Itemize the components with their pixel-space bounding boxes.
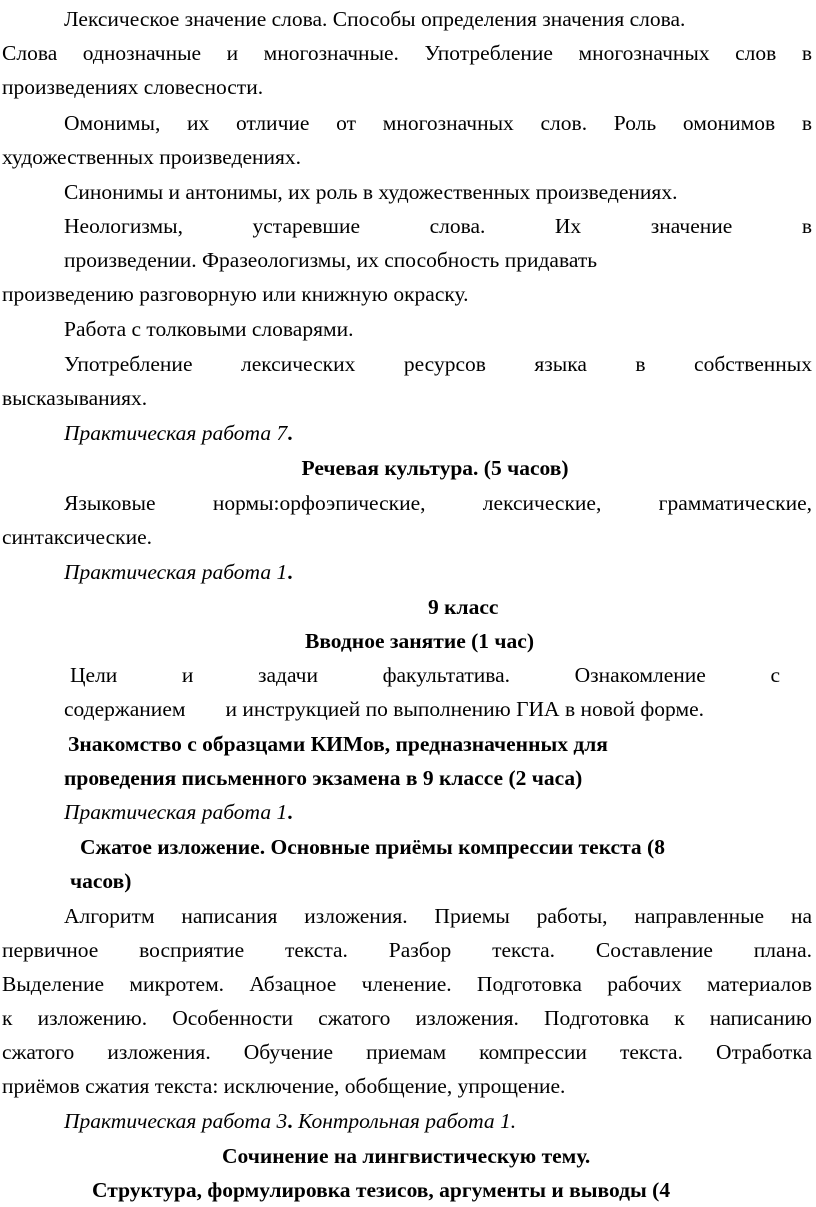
section-heading: проведения письменного экзамена в 9 классе (2 часа) <box>64 766 583 790</box>
grade-heading: 9 класс <box>428 595 499 619</box>
paragraph-line: к изложению. Особенности сжатого изложения. Подготовка к написанию <box>2 1006 812 1030</box>
paragraph-line: Языковые нормы:орфоэпические, лексические, грамматические, <box>64 491 812 515</box>
paragraph-line: приёмов сжатия текста: исключение, обобщение, упрощение. <box>2 1074 566 1098</box>
practical-work-note: Практическая работа 7. <box>64 421 293 445</box>
paragraph-line: Лексическое значение слова. Способы определения значения слова. <box>64 7 686 31</box>
paragraph-line: Синонимы и антонимы, их роль в художественных произведениях. <box>64 180 678 204</box>
paragraph-line: Слова однозначные и многозначные. Употребление многозначных слов в <box>2 41 812 65</box>
section-heading: Сжатое изложение. Основные приёмы компрессии текста (8 <box>80 835 665 859</box>
section-heading: часов) <box>70 869 132 893</box>
paragraph-line: Неологизмы, устаревшие слова. Их значение в <box>64 214 812 238</box>
paragraph-line: Выделение микротем. Абзацное членение. Подготовка рабочих материалов <box>2 972 812 996</box>
paragraph-line: синтаксические. <box>2 525 153 549</box>
paragraph-line: сжатого изложения. Обучение приемам компрессии текста. Отработка <box>2 1040 812 1064</box>
practical-work-note: Практическая работа 3. Контрольная работа 1. <box>64 1109 517 1133</box>
paragraph-line: Работа с толковыми словарями. <box>64 317 354 341</box>
paragraph-line: высказываниях. <box>2 386 148 410</box>
section-heading: Знакомство с образцами КИМов, предназначенных для <box>68 732 608 756</box>
paragraph-line: произведении. Фразеологизмы, их способность придавать <box>64 248 598 272</box>
paragraph-line: Омонимы, их отличие от многозначных слов. Роль омонимов в <box>64 111 812 135</box>
paragraph-line: первичное восприятие текста. Разбор текста. Составление плана. <box>2 938 812 962</box>
section-heading: Структура, формулировка тезисов, аргументы и выводы (4 <box>92 1178 671 1202</box>
section-heading: Вводное занятие (1 час) <box>305 629 535 653</box>
paragraph-line: произведению разговорную или книжную окраску. <box>2 282 469 306</box>
paragraph-line: Алгоритм написания изложения. Приемы работы, направленные на <box>64 904 812 928</box>
paragraph-line: произведениях словесности. <box>2 75 264 99</box>
paragraph-line: Употребление лексических ресурсов языка в собственных <box>64 352 812 376</box>
paragraph-line: содержанием и инструкцией по выполнению ГИА в новой форме. <box>64 697 704 721</box>
section-heading: Речевая культура. (5 часов) <box>301 456 569 480</box>
section-heading: Сочинение на лингвистическую тему. <box>222 1144 591 1168</box>
paragraph-line: художественных произведениях. <box>2 145 302 169</box>
paragraph-line: Цели и задачи факультатива. Ознакомление с <box>70 663 780 687</box>
practical-work-note: Практическая работа 1. <box>64 800 293 824</box>
practical-work-note: Практическая работа 1. <box>64 560 293 584</box>
